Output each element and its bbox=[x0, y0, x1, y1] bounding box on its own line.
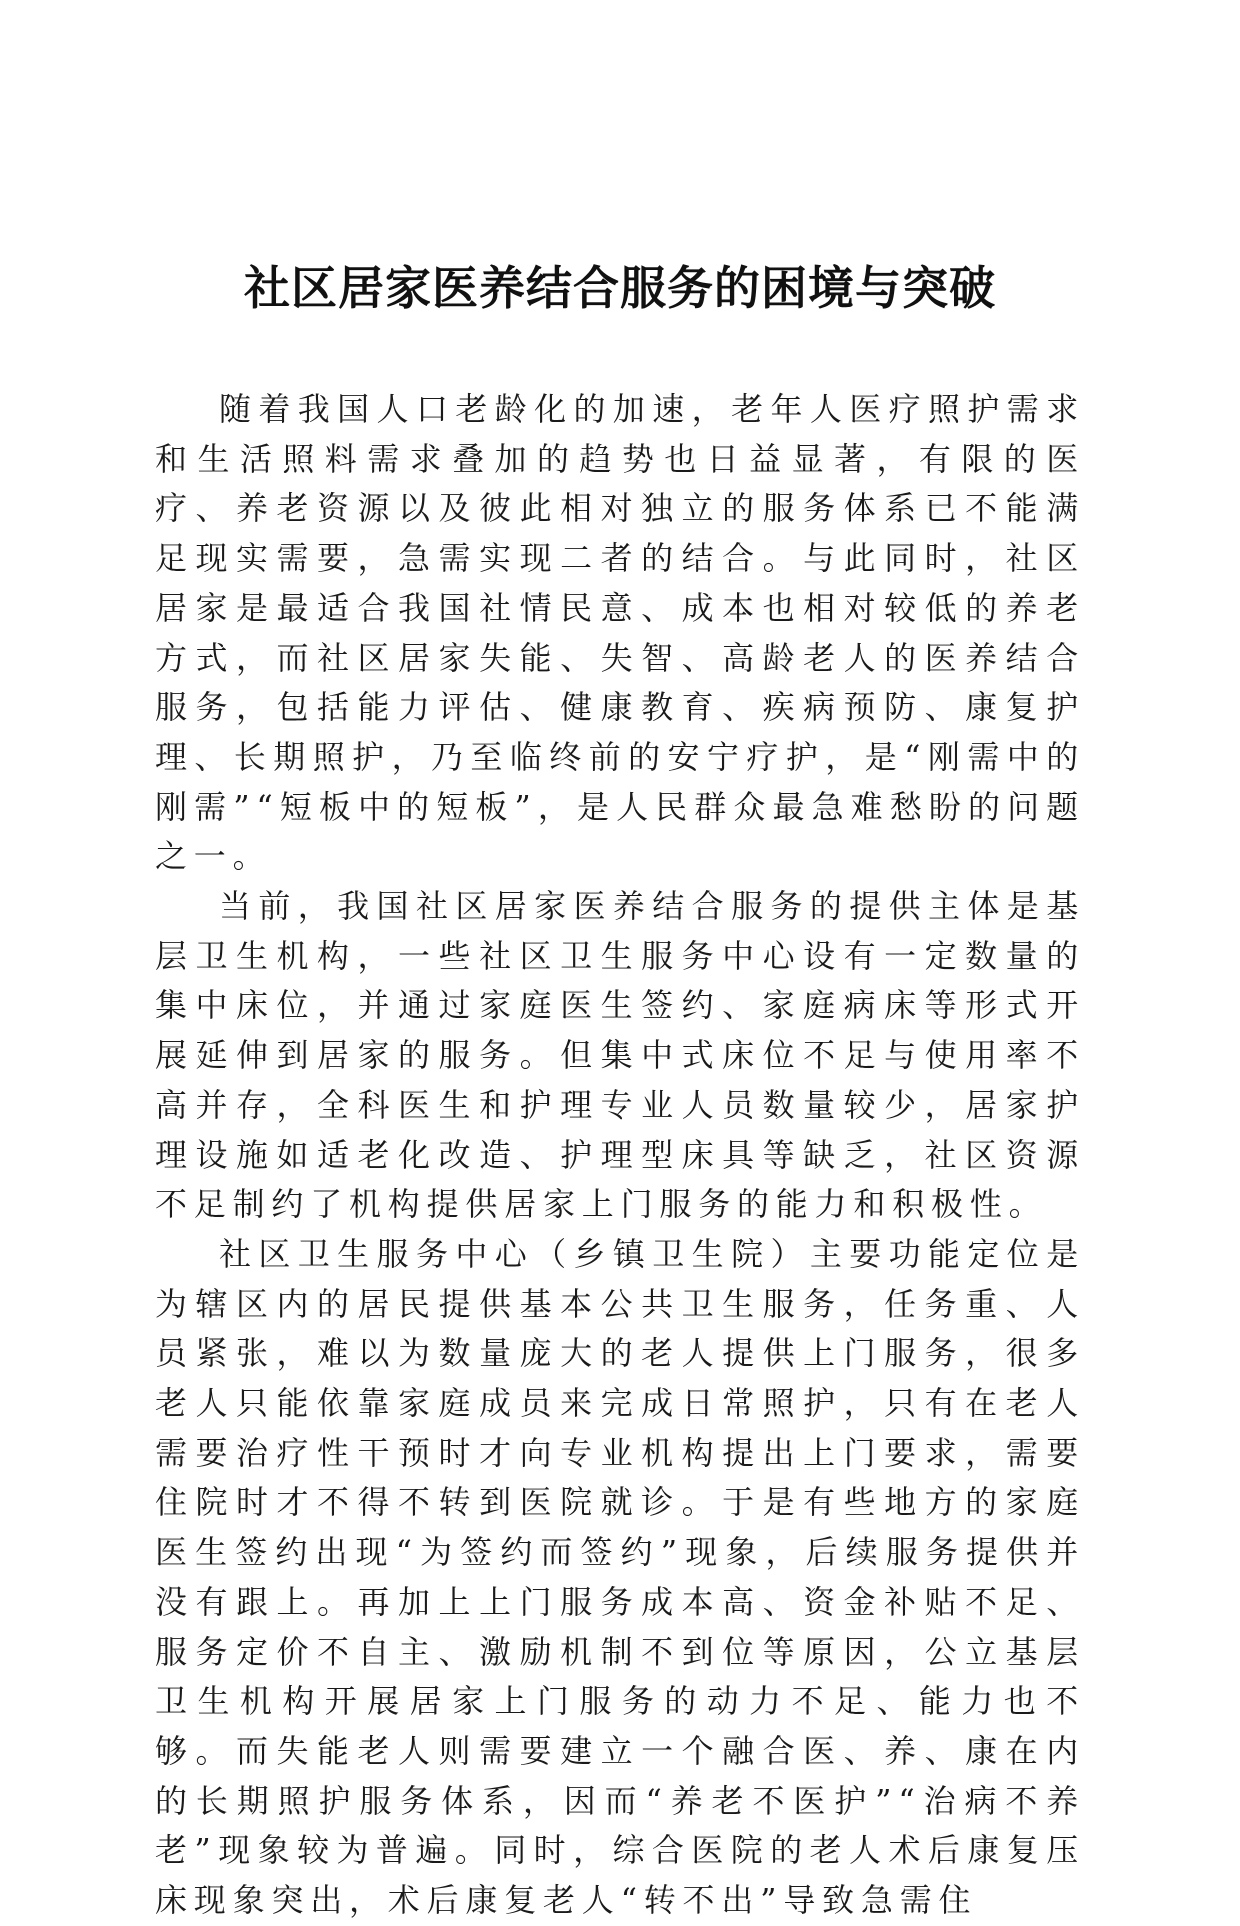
document-title: 社区居家医养结合服务的困境与突破 bbox=[244, 261, 996, 315]
paragraph-3: 社区卫生服务中心（乡镇卫生院）主要功能定位是为辖区内的居民提供基本公共卫生服务，任务重、人员紧张，难以为数量庞大的老人提供上门服务，很多老人只能依靠家庭成员来完成日常照护，只有在老人需要治疗性干预时才向专业机构提出上门要求，需要住院时才不得不转到医院就诊。于是有些地方的家庭医生签约出现“为签约而签约”现象，后续服务提供并没有跟上。再加上上门服务成本高、资金补贴不足、服务定价不自主、激励机制不到位等原因，公立基层卫生机构开展居家上门服务的动力不足、能力也不够。而失能老人则需要建立一个融合医、养、康在内的长期照护服务体系，因而“养老不医护”“治病不养老”现象较为普遍。同时，综合医院的老人术后康复压床现象突出，术后康复老人“转不出”导致急需住 bbox=[155, 1234, 1085, 1920]
paragraph-1: 随着我国人口老龄化的加速，老年人医疗照护需求和生活照料需求叠加的趋势也日益显著，有限的医疗、养老资源以及彼此相对独立的服务体系已不能满足现实需要，急需实现二者的结合。与此同时，社区居家是最适合我国社情民意、成本也相对较低的养老方式，而社区居家失能、失智、高龄老人的医养结合服务，包括能力评估、健康教育、疾病预防、康复护理、长期照护，乃至临终前的安宁疗护，是“刚需中的刚需”“短板中的短板”，是人民群众最急难愁盼的问题之一。 bbox=[155, 390, 1085, 876]
document-body bbox=[155, 385, 1085, 1926]
paragraph-2: 当前，我国社区居家医养结合服务的提供主体是基层卫生机构，一些社区卫生服务中心设有一定数量的集中床位，并通过家庭医生签约、家庭病床等形式开展延伸到居家的服务。但集中式床位不足与使用率不高并存，全科医生和护理专业人员数量较少，居家护理设施如适老化改造、护理型床具等缺乏，社区资源不足制约了机构提供居家上门服务的能力和积极性。 bbox=[155, 887, 1085, 1224]
